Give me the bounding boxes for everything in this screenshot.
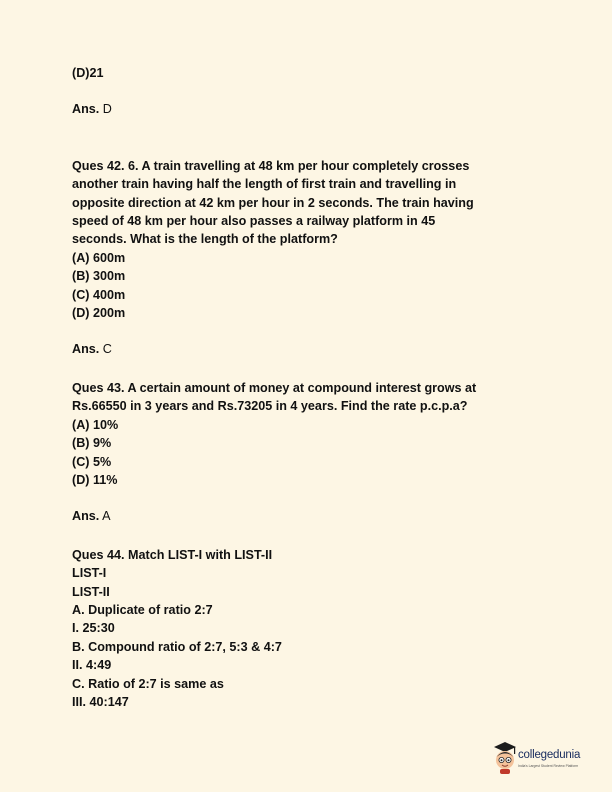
- answer-line: [72, 340, 542, 358]
- option-d: (D) 11%: [72, 472, 118, 487]
- question-44: [72, 546, 542, 712]
- list-item: B. Compound ratio of 2:7, 5:3 & 4:7: [72, 639, 282, 654]
- list-heading: LIST-I: [72, 566, 107, 581]
- question-line: Ques 43. A certain amount of money at compound interest grows at: [72, 380, 477, 395]
- answer-label: Ans.: [72, 102, 100, 117]
- collegedunia-logo: [494, 741, 594, 777]
- question-line: seconds. What is the length of the platform?: [72, 232, 338, 247]
- document-body: [72, 64, 542, 711]
- option-c: (C) 400m: [72, 287, 126, 302]
- logo-tagline: India's Largest Student Review Platform: [518, 764, 579, 768]
- option-a: (A) 600m: [72, 250, 126, 265]
- option-d: (D)21: [72, 66, 104, 80]
- option-c: (C) 5%: [72, 454, 112, 469]
- answer-line: [72, 507, 542, 525]
- answer-value: C: [102, 342, 112, 357]
- option-b: (B) 300m: [72, 269, 126, 284]
- question-line: Ques 42. 6. A train travelling at 48 km per hour completely crosses: [72, 158, 470, 173]
- question-line: opposite direction at 42 km per hour in 2 seconds. The train having: [72, 195, 474, 210]
- question-line: another train having half the length of first train and travelling in: [72, 177, 457, 192]
- mascot-icon: [494, 741, 516, 775]
- list-item: I. 25:30: [72, 621, 115, 636]
- logo-name: collegedunia: [518, 749, 581, 761]
- answer-line: [72, 100, 542, 118]
- question-line: speed of 48 km per hour also passes a railway platform in 45: [72, 214, 436, 229]
- option-d: (D) 200m: [72, 306, 126, 321]
- question-line: Rs.66550 in 3 years and Rs.73205 in 4 years. Find the rate p.c.p.a?: [72, 399, 468, 414]
- answer-value: A: [102, 509, 111, 524]
- list-item: A. Duplicate of ratio 2:7: [72, 602, 213, 617]
- list-heading: LIST-II: [72, 584, 110, 599]
- option-a: (A) 10%: [72, 417, 119, 432]
- question-42: [72, 157, 542, 323]
- question-line: Ques 44. Match LIST-I with LIST-II: [72, 547, 273, 562]
- option-b: (B) 9%: [72, 436, 112, 451]
- question-43: [72, 379, 542, 489]
- answer-label: Ans.: [72, 509, 100, 524]
- list-item: III. 40:147: [72, 694, 129, 709]
- answer-label: Ans.: [72, 342, 100, 357]
- answer-value: D: [102, 102, 112, 117]
- list-item: II. 4:49: [72, 658, 112, 673]
- list-item: C. Ratio of 2:7 is same as: [72, 676, 224, 691]
